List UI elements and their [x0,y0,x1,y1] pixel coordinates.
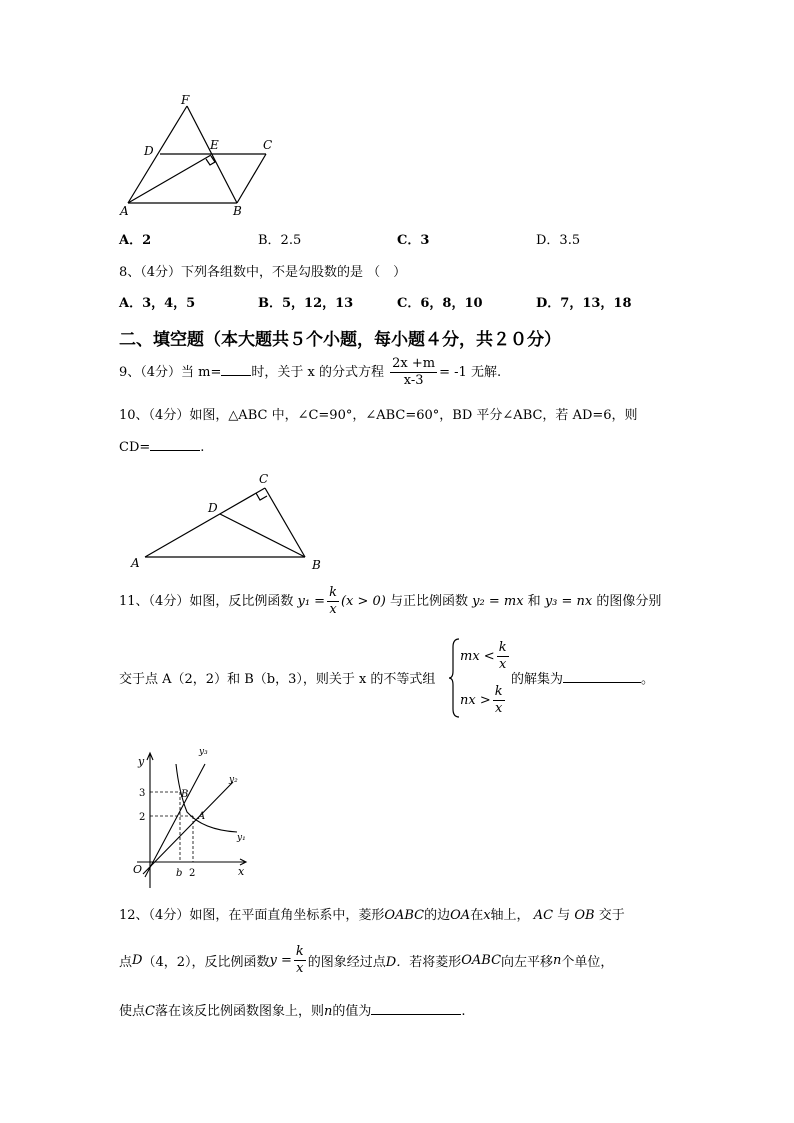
label-F: F [181,93,190,107]
q7-option-c[interactable]: C．3 [397,233,430,248]
q11-line2-text: 交于点 A（2，2）和 B（b，3），则关于 x 的不等式组 [119,672,436,687]
q8-option-d[interactable]: D．7，13，18 [536,296,632,311]
tick-y-3: 3 [139,788,146,799]
tick-y-2: 2 [139,812,146,823]
q12-c: C [145,1004,155,1019]
q12-x-den: x [296,961,304,976]
q12-unit: 个单位， [561,955,614,970]
q12-line3 [119,1000,466,1019]
ineq2-frac [493,684,505,717]
label-B: B [233,204,242,218]
q11-x: x [329,602,337,617]
ineq2-k: k [494,684,503,699]
q12-answer-blank[interactable] [371,1002,461,1015]
label-C: C [263,138,273,152]
q11-answer-blank[interactable] [563,670,641,683]
q12-line2 [119,944,613,977]
label-D: D [144,144,154,158]
q11-k: k [329,585,337,600]
q11-pre: 11、（4分）如图，反比例函数 [119,594,294,609]
q12-d: D [132,953,143,968]
label-B: B [312,558,321,572]
q11-end: 。 [641,672,655,687]
ineq1-frac [497,640,509,673]
q7-option-d[interactable]: D．3.5 [536,233,581,248]
label-E: E [210,138,219,152]
q12-oabc2: OABC [461,953,502,968]
q12-oa: OA [450,908,471,923]
parallelogram-figure [115,92,285,222]
q11-y1: y₁ = [297,594,326,609]
q12-k: k [295,944,304,959]
q7-option-a[interactable]: A．2 [119,233,152,248]
label-D: D [208,501,218,515]
q8-option-c[interactable]: C．6，8，10 [397,296,483,311]
q12-value-label: 的值为 [332,1004,372,1019]
ineq1-x: x [498,657,507,672]
q11-k-over-x [327,585,339,618]
q12-n2: n [323,1004,333,1019]
q12-pre: 12、（4分）如图，在平面直角坐标系中，菱形 [119,908,385,923]
q12-mid: 的边 [424,908,451,923]
q12-coords: （4，2），反比例函数 [142,955,270,970]
q12-mid-3: 若将菱形 [409,955,462,970]
q11-line1 [119,585,661,618]
line-y2-label: y₂ [229,775,238,785]
q12-ac: AC [533,908,554,923]
q9-denominator: x-3 [403,373,424,388]
q11-solution-label: 的解集为 [511,672,564,687]
q12-ob: OB [574,908,595,923]
triangle-figure [125,470,335,575]
label-A: A [120,204,129,218]
q12-x: x [483,908,491,923]
inequality-2 [460,684,507,717]
q12-mid2: 在 [470,908,484,923]
q12-mid3: 轴上， [490,908,530,923]
point-B: B [181,789,189,800]
curve-y1-label: y₁ [237,833,246,843]
q12-shi: 使点 [119,1004,146,1019]
q9-fraction [390,356,437,389]
ineq2-x: x [495,701,503,716]
q12-frac [294,944,306,977]
q11-post: 的图像分别 [596,594,662,609]
q12-yu: 与 [557,908,571,923]
q11-mid: 与正比例函数 [390,594,469,609]
q12-yeq: y = [269,953,292,968]
q10-end: . [200,440,205,455]
q9-answer-blank[interactable] [221,363,251,376]
q10-answer-blank[interactable] [150,438,200,451]
tick-x-2: 2 [189,868,196,879]
q9-numerator: 2x +m [392,356,436,371]
ineq1-k: k [498,640,507,655]
q12-oabc: OABC [384,908,425,923]
section-heading: 二、填空题（本大题共５个小题，每小题４分，共２０分） [119,330,561,350]
line-y3-label: y₃ [199,747,208,757]
q11-y2: y₂ = mx [472,594,524,609]
q12-mid-4: 落在该反比例函数图象上，则 [154,1004,324,1019]
q12-post: 向左平移 [501,955,554,970]
q10-line1: 10、（4分）如图，△ABC 中，∠C=90°，∠ABC=60°，BD 平分∠ABC，若 AD=6，则 [119,408,638,423]
q8-question: 8、（4分）下列各组数中，不是勾股数的是 （ ） [119,265,407,280]
function-graph [125,742,265,892]
inequality-1 [460,640,511,673]
q11-answer-line [511,668,654,687]
axis-x-label: x [238,865,245,878]
q10-line2 [119,438,204,455]
q9-question [119,356,501,389]
q12-line1 [119,904,625,923]
q9-pre: 9、（4分）当 m= [119,365,222,380]
axis-y-label: y [138,755,145,768]
q7-option-b[interactable]: B．2.5 [258,233,302,248]
q11-y3: y₃ = nx [544,594,593,609]
q10-cd-label: CD= [119,440,151,455]
label-A: A [131,556,140,570]
q12-jiao: 交于 [598,908,625,923]
q9-mid: 时，关于 x 的分式方程 [251,365,385,380]
ineq2-lhs: nx > [460,693,491,708]
q9-post: = -1 无解. [439,365,502,380]
q12-mid-2: 的图象经过点 [307,955,386,970]
origin-label: O [133,863,143,876]
q11-condition: (x > 0) [340,594,386,609]
tick-b: b [176,868,183,879]
q12-end: . [461,1004,466,1019]
ineq1-lhs: mx < [460,649,495,664]
q8-option-b[interactable]: B．5，12，13 [258,296,354,311]
q12-dian: 点 [119,955,133,970]
label-C: C [259,472,269,486]
q8-option-a[interactable]: A．3，4，5 [119,296,196,311]
q11-and: 和 [527,594,541,609]
point-A: A [198,811,206,822]
q12-n: n [553,953,562,968]
q12-d2: D． [385,955,410,970]
